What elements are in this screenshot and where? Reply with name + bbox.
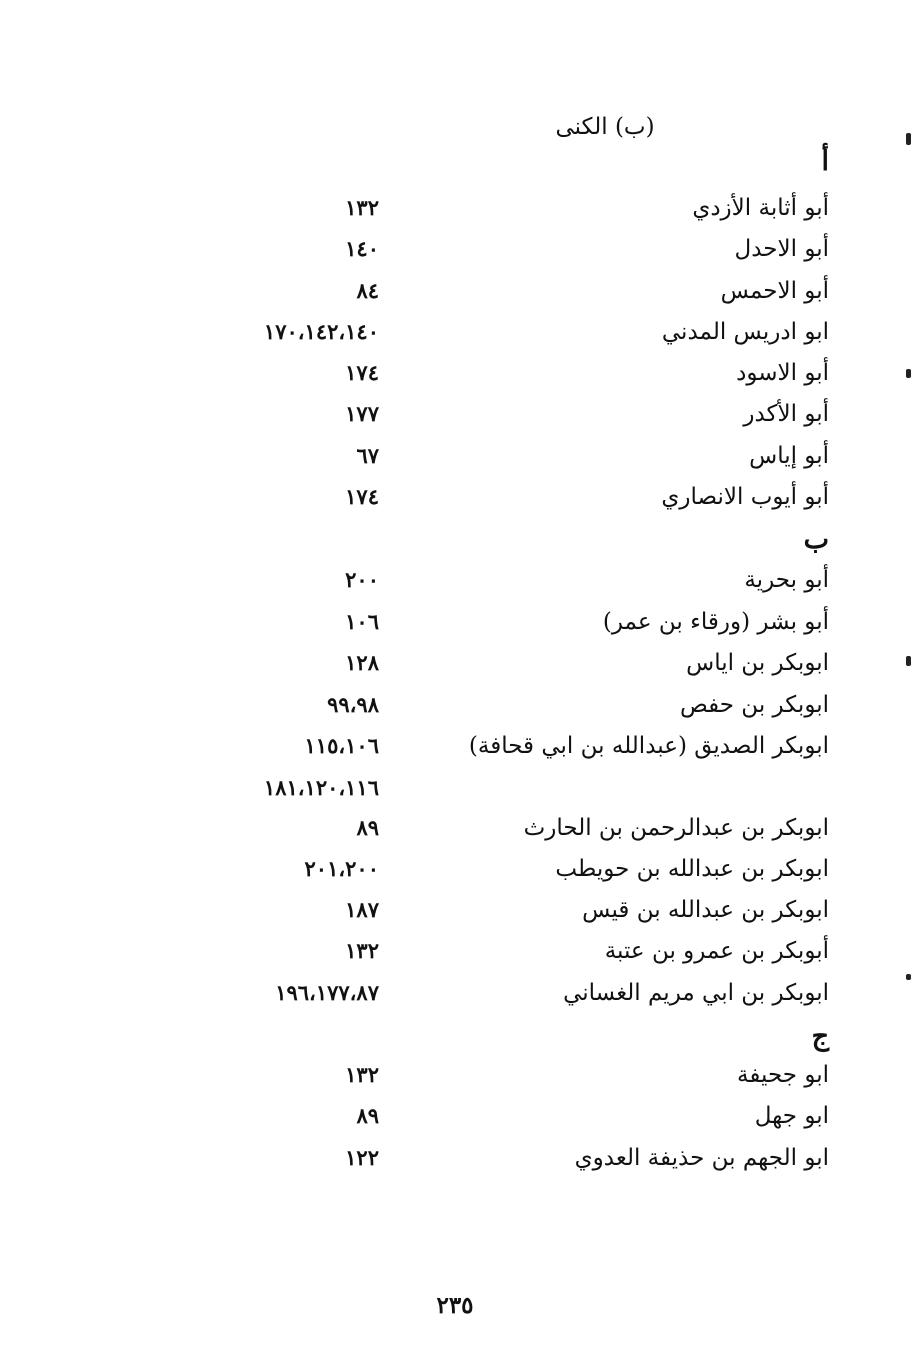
index-row	[0, 976, 911, 1010]
index-row	[0, 191, 911, 225]
entry-name: ابوبكر بن عبدالله بن قيس	[582, 897, 829, 923]
scan-edge-mark	[906, 974, 911, 980]
entry-pages: ١٣٢	[345, 1062, 379, 1087]
entry-pages: ١٧٤	[345, 484, 379, 509]
entry-pages: ١٩٦،١٧٧،٨٧	[275, 980, 379, 1005]
index-row	[0, 1099, 911, 1133]
letter-heading-alif: أ	[821, 146, 829, 177]
entry-name: أبو الاسود	[736, 360, 829, 386]
letter-heading-ba: ب	[803, 524, 829, 555]
entry-name: أبو أثابة الأزدي	[692, 195, 829, 221]
index-row	[0, 1141, 911, 1175]
entry-pages: ٨٩	[356, 1103, 379, 1128]
entry-pages: ٢٠٠	[345, 567, 379, 592]
index-row	[0, 893, 911, 927]
page-number: ٢٣٥	[436, 1292, 474, 1319]
entry-name: أبو بحرية	[744, 567, 829, 593]
index-row	[0, 397, 911, 431]
entry-name: أبو أيوب الانصاري	[661, 484, 829, 510]
entry-pages: ١٢٢	[345, 1145, 379, 1170]
entry-name: ابوبكر بن اياس	[686, 650, 829, 676]
index-row	[0, 274, 911, 308]
entry-pages: ١٣٢	[345, 938, 379, 963]
entry-pages: ١٤٠	[345, 236, 379, 261]
entry-name: ابوبكر بن ابي مريم الغساني	[563, 980, 829, 1006]
entry-name: ابوبكر الصديق (عبدالله بن ابي قحافة)	[468, 733, 829, 759]
entry-pages: ١٨١،١٢٠،١١٦	[263, 775, 379, 800]
entry-name: ابو جهل	[754, 1103, 829, 1129]
index-row	[0, 356, 911, 390]
entry-pages: ٢٠١،٢٠٠	[304, 856, 379, 881]
entry-name: أبو إياس	[749, 443, 829, 469]
entry-pages: ١٨٧	[345, 897, 379, 922]
entry-name: ابو الجهم بن حذيفة العدوي	[574, 1145, 829, 1171]
entry-pages: ١١٥،١٠٦	[304, 733, 379, 758]
index-row	[0, 315, 911, 349]
entry-pages: ٦٧	[356, 443, 379, 468]
section-title: (ب) الكنى	[555, 114, 655, 140]
entry-pages: ٩٩،٩٨	[327, 692, 379, 717]
scan-edge-mark	[906, 656, 911, 666]
entry-pages: ١٠٦	[345, 609, 379, 634]
letter-heading-jim: ج	[811, 1021, 829, 1052]
index-row	[0, 439, 911, 473]
entry-name: ابو ادريس المدني	[661, 319, 829, 345]
index-row	[0, 771, 911, 805]
entry-pages: ١٧٠،١٤٢،١٤٠	[263, 319, 379, 344]
entry-name: أبو الاحدل	[734, 236, 829, 262]
index-row	[0, 688, 911, 722]
entry-name: أبوبكر بن عمرو بن عتبة	[604, 938, 829, 964]
entry-name: أبو الاحمس	[720, 278, 829, 304]
entry-pages: ١٧٤	[345, 360, 379, 385]
index-row	[0, 605, 911, 639]
entry-pages: ٨٩	[356, 815, 379, 840]
index-row	[0, 563, 911, 597]
index-row	[0, 729, 911, 763]
entry-name: أبو الأكدر	[743, 401, 829, 427]
index-row	[0, 934, 911, 968]
index-row	[0, 811, 911, 845]
entry-name: ابوبكر بن عبدالرحمن بن الحارث	[523, 815, 829, 841]
index-row	[0, 1058, 911, 1092]
entry-pages: ١٢٨	[345, 650, 379, 675]
entry-name: ابو جحيفة	[737, 1062, 829, 1088]
entry-pages: ١٧٧	[345, 401, 379, 426]
index-row	[0, 232, 911, 266]
index-row	[0, 646, 911, 680]
index-row	[0, 480, 911, 514]
entry-name: أبو بشر (ورقاء بن عمر)	[602, 609, 829, 635]
entry-name: ابوبكر بن عبدالله بن حويطب	[555, 856, 829, 882]
entry-pages: ١٣٢	[345, 195, 379, 220]
entry-pages: ٨٤	[356, 278, 379, 303]
scan-edge-mark	[906, 369, 911, 378]
scan-edge-mark	[906, 133, 911, 145]
entry-name: ابوبكر بن حفص	[679, 692, 829, 718]
index-row	[0, 852, 911, 886]
